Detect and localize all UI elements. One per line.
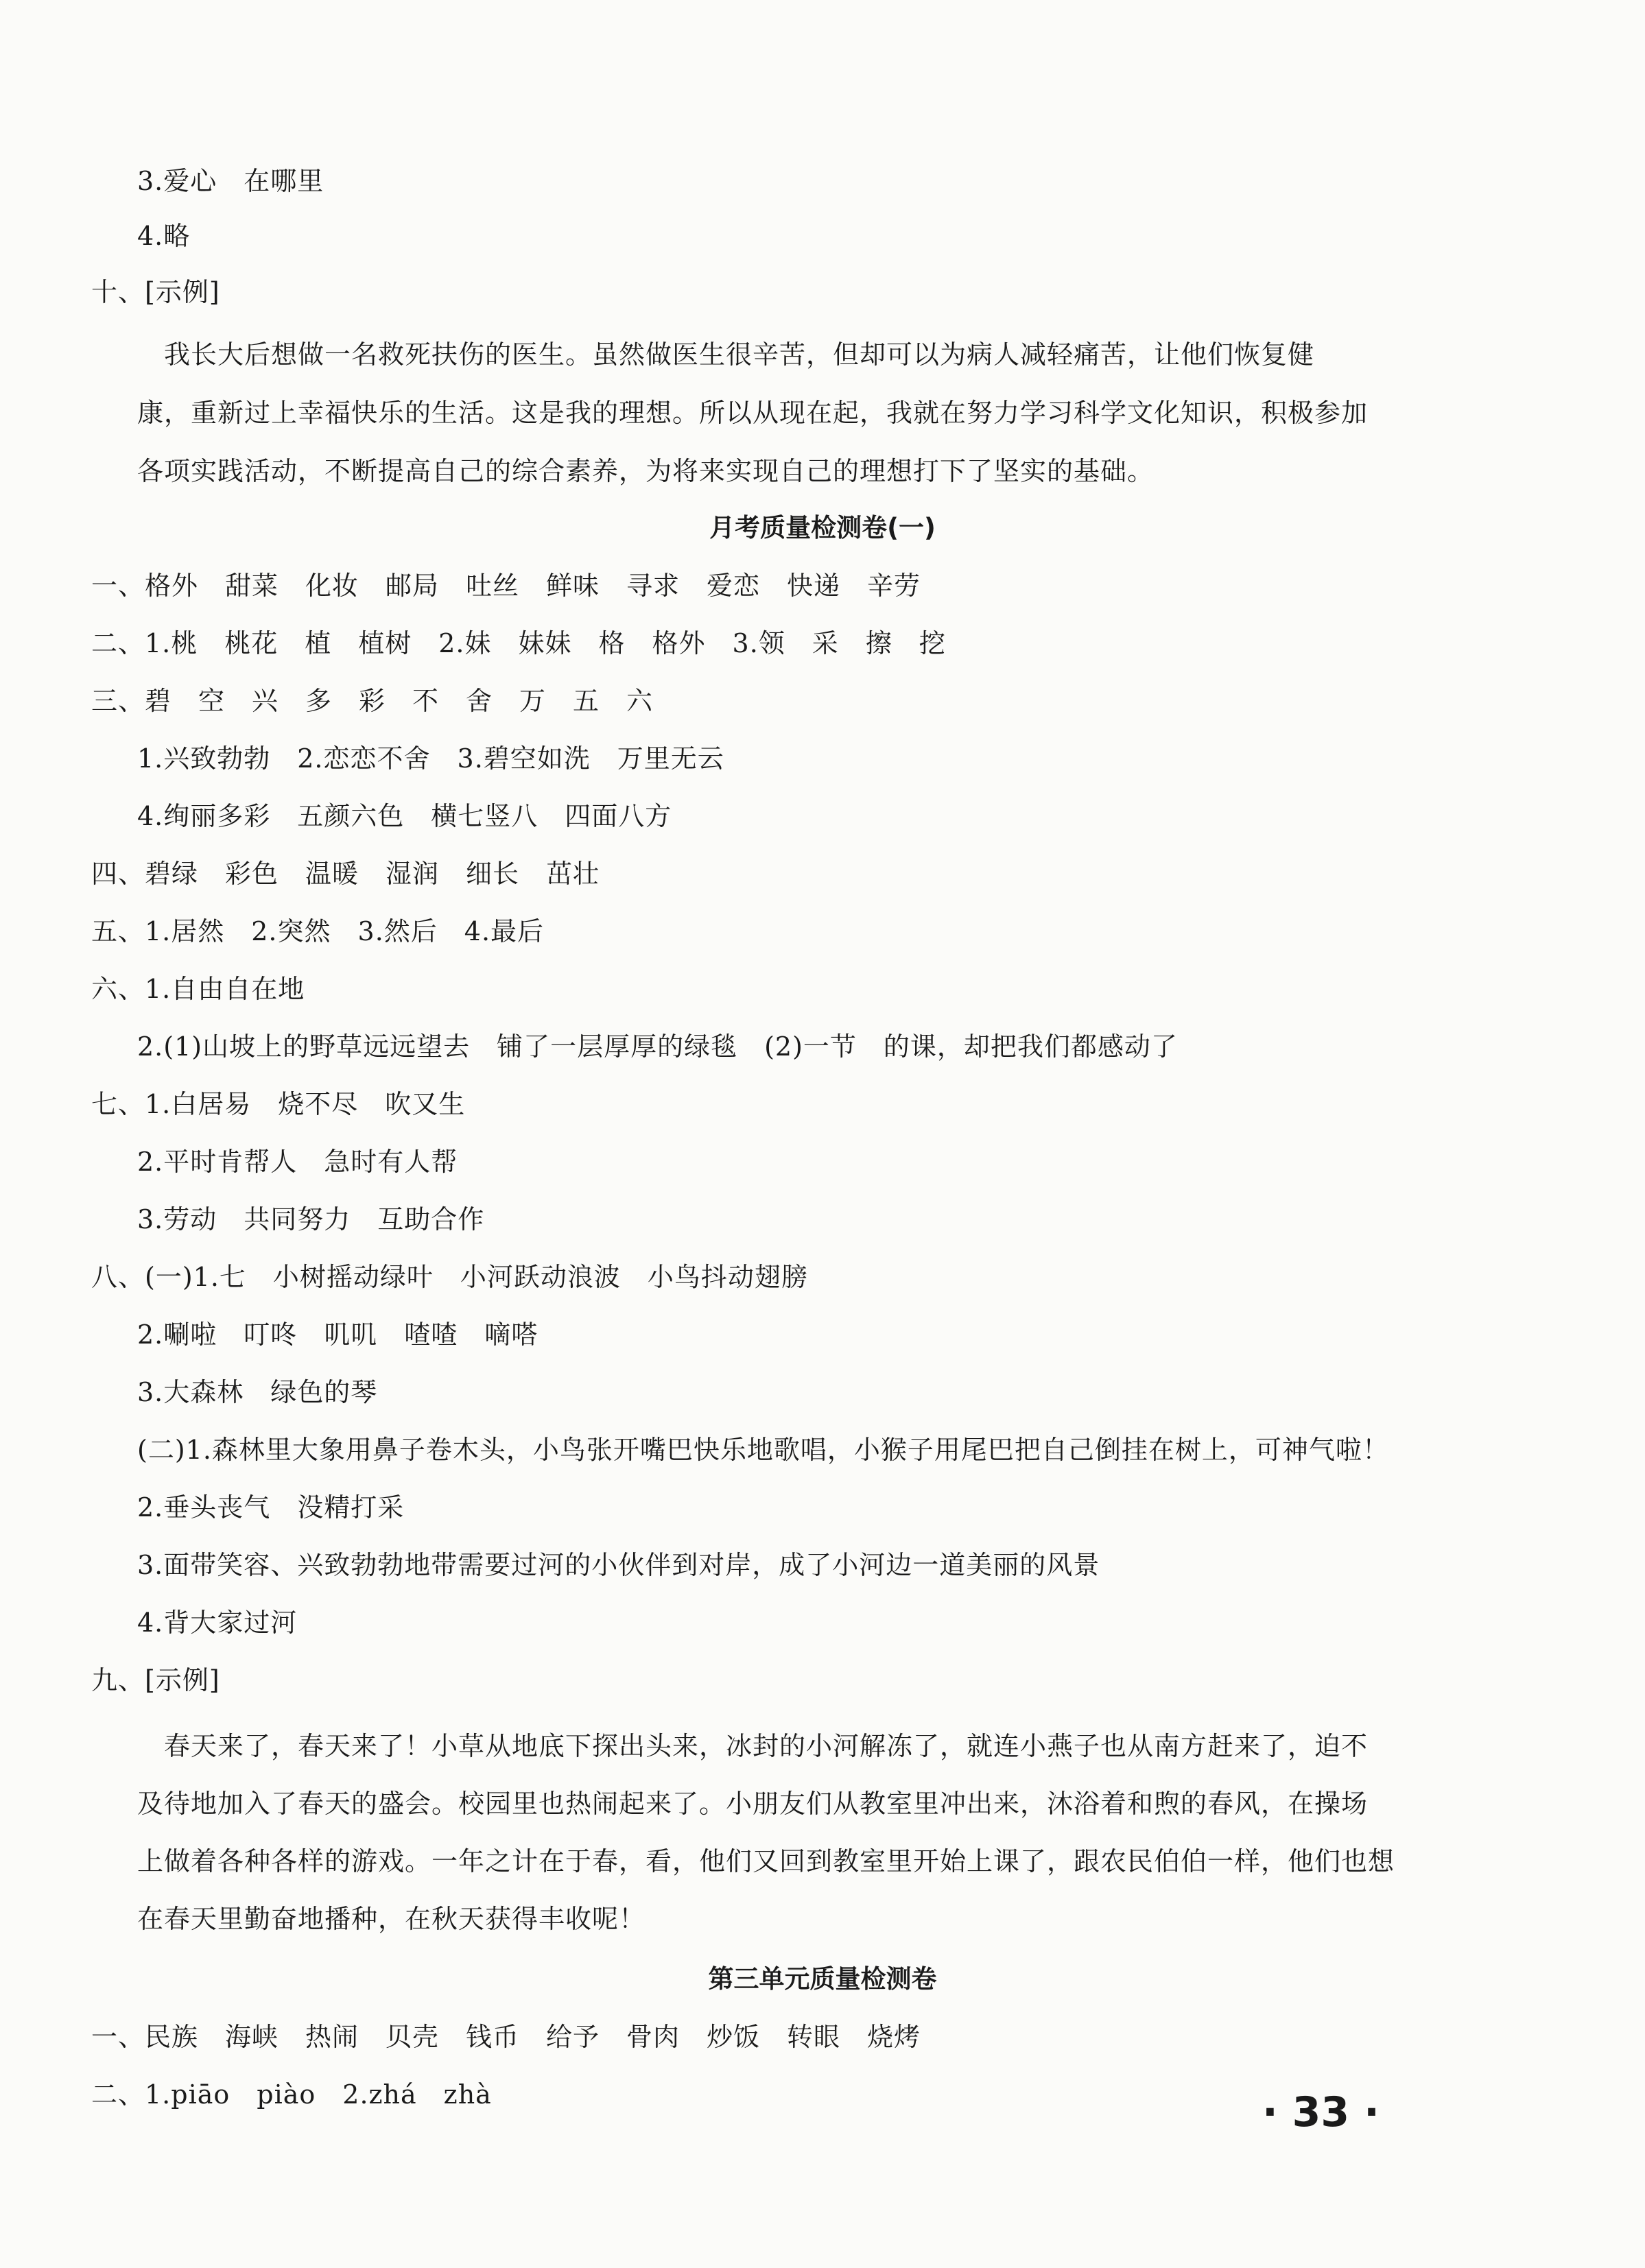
answer-line: (二)1.森林里大象用鼻子卷木头，小鸟张开嘴巴快乐地歌唱，小猴子用尾巴把自己倒挂在树上，可神气啦！ (137, 1435, 1389, 1465)
answer-line: 二、1.桃 桃花 植 植树 2.妹 妹妹 格 格外 3.领 采 擦 挖 (91, 628, 946, 658)
essay-line: 在春天里勤奋地播种，在秋天获得丰收呢！ (137, 1904, 646, 1934)
answer-line: 3.劳动 共同努力 互助合作 (137, 1204, 485, 1234)
answer-line: 一、格外 甜菜 化妆 邮局 吐丝 鲜味 寻求 爱恋 快递 辛劳 (91, 571, 921, 601)
essay-line: 春天来了，春天来了！小草从地底下探出头来，冰封的小河解冻了，就连小燕子也从南方赶来了，迫不 (137, 1731, 1369, 1761)
answer-line: 四、碧绿 彩色 温暖 湿润 细长 茁壮 (91, 859, 600, 889)
answer-line: 3.面带笑容、兴致勃勃地带需要过河的小伙伴到对岸，成了小河边一道美丽的风景 (137, 1550, 1100, 1580)
answer-line: 三、碧 空 兴 多 彩 不 舍 万 五 六 (91, 686, 654, 716)
answer-line: 一、民族 海峡 热闹 贝壳 钱币 给予 骨肉 炒饭 转眼 烧烤 (91, 2022, 921, 2052)
section-title: 月考质量检测卷(一) (709, 513, 936, 542)
essay-line: 康，重新过上幸福快乐的生活。这是我的理想。所以从现在起，我就在努力学习科学文化知识，积极参加 (137, 398, 1369, 428)
answer-line: 七、1.白居易 烧不尽 吹又生 (91, 1089, 466, 1119)
answer-line: 1.兴致勃勃 2.恋恋不舍 3.碧空如洗 万里无云 (137, 743, 724, 774)
answer-line: 4.绚丽多彩 五颜六色 横七竖八 四面八方 (137, 801, 672, 831)
answer-line: 2.唰啦 叮咚 叽叽 喳喳 嘀嗒 (137, 1320, 539, 1350)
answer-line: 五、1.居然 2.突然 3.然后 4.最后 (91, 916, 545, 946)
answer-line: 3.大森林 绿色的琴 (137, 1377, 378, 1407)
essay-line: 我长大后想做一名救死扶伤的医生。虽然做医生很辛苦，但却可以为病人减轻痛苦，让他们恢复健 (137, 339, 1315, 370)
answer-line: 十、[示例] (91, 277, 220, 307)
answer-line: 3.爱心 在哪里 (137, 166, 324, 196)
answer-line: 4.背大家过河 (137, 1608, 298, 1638)
section-title: 第三单元质量检测卷 (708, 1964, 937, 1994)
essay-line: 上做着各种各样的游戏。一年之计在于春，看，他们又回到教室里开始上课了，跟农民伯伯一样，他们也想 (137, 1846, 1395, 1876)
essay-line: 及待地加入了春天的盛会。校园里也热闹起来了。小朋友们从教室里冲出来，沐浴着和煦的春风，在操场 (137, 1789, 1369, 1819)
answer-line: 九、[示例] (91, 1665, 220, 1695)
answer-line: 4.略 (137, 221, 191, 251)
answer-line: 六、1.自由自在地 (91, 974, 305, 1004)
answer-line: 2.垂头丧气 没精打采 (137, 1492, 405, 1523)
answer-line: 2.(1)山坡上的野草远远望去 铺了一层厚厚的绿毯 (2)一节 的课，却把我们都感动了 (137, 1031, 1178, 1062)
essay-line: 各项实践活动，不断提高自己的综合素养，为将来实现自己的理想打下了坚实的基础。 (137, 456, 1155, 486)
answer-line: 二、1.piāo piào 2.zhá zhà (91, 2079, 492, 2110)
answer-line: 2.平时肯帮人 急时有人帮 (137, 1147, 458, 1177)
page-number: · 33 · (1262, 2088, 1380, 2136)
answer-line: 八、(一)1.七 小树摇动绿叶 小河跃动浪波 小鸟抖动翅膀 (91, 1262, 808, 1292)
